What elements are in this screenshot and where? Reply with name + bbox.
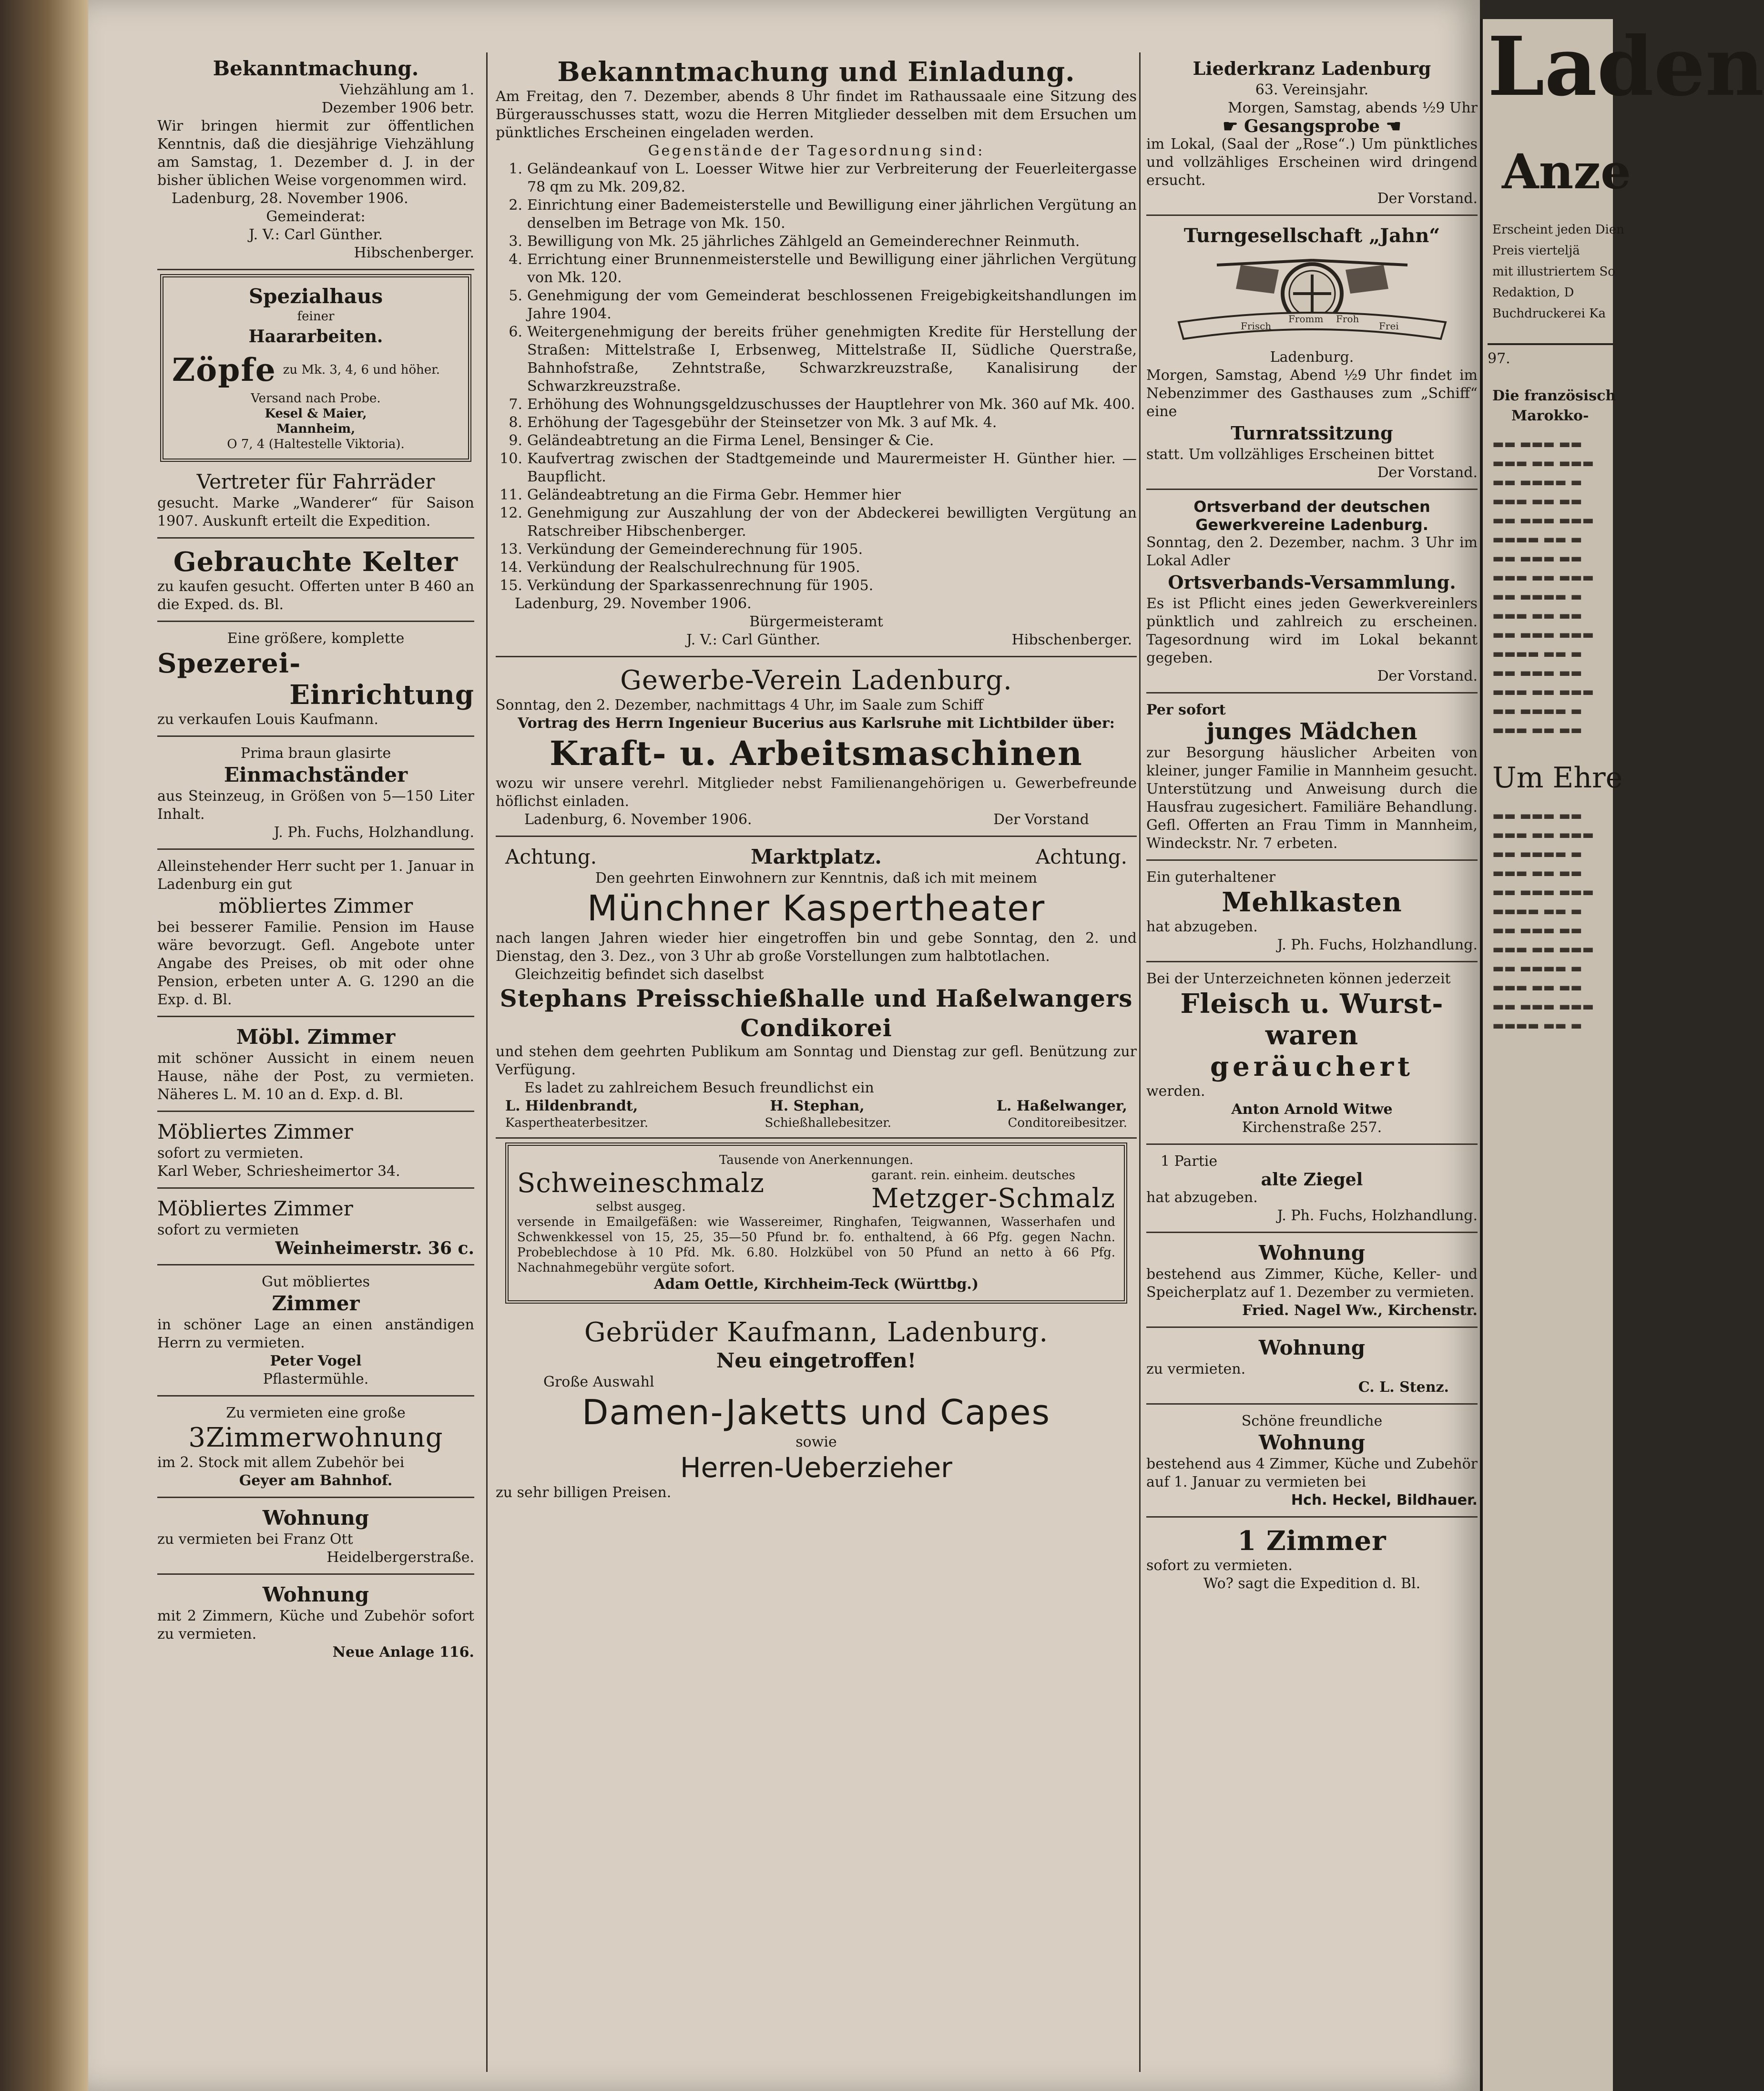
masthead-fragment: Anze [1502, 143, 1631, 200]
column-left [157, 52, 474, 2072]
price-line: zu Mk. 3, 4, 6 und höher. [283, 363, 440, 377]
ad-viehzaehlung [157, 52, 474, 270]
signature: Geyer am Bahnhof. [239, 1472, 393, 1489]
adjacent-page-edge [1480, 19, 1764, 2091]
ad-title: 1 Zimmer [1237, 1525, 1387, 1557]
org-line: Bürgermeisteramt [749, 613, 883, 630]
agenda-item [496, 323, 1137, 396]
ad-kaspertheater [496, 841, 1137, 1139]
ad-text: bei besserer Familie. Pension im Hause wäre bevorzugt. Gefl. Angebote unter Angabe des Preises, ob mit oder ohne Pension, erbeten unter A. G. 1290 an die Exp. d. Bl. [157, 919, 474, 1008]
text-line: Buchdruckerei Ka [1492, 306, 1606, 321]
agenda-item [496, 287, 1137, 323]
ad-text: im 2. Stock mit allem Zubehör bei [157, 1454, 405, 1471]
ad-title: Ortsverband der deutschen Gewerkvereine Ladenburg. [1193, 498, 1430, 534]
ad-einmachstaender [157, 741, 474, 850]
ad-headline: Zöpfe [172, 351, 276, 388]
ad-title: Möbliertes Zimmer [157, 1120, 353, 1143]
ad-text: aus Steinzeug, in Größen von 5—150 Liter Inhalt. [157, 788, 474, 823]
ad-title: Einmachständer [224, 763, 408, 786]
ad-title: möbliertes Zimmer [218, 894, 413, 918]
ad-wohnung-heckel [1146, 1408, 1478, 1518]
ad-text: und stehen dem geehrten Publikum am Sonntag und Dienstag zur gefl. Benützung zur Verfügung. [496, 1043, 1137, 1078]
ad-text: Vortrag des Herrn Ingenieur Bucerius aus Karlsruhe mit Lichtbilder über: [518, 715, 1115, 732]
agenda-item [496, 450, 1137, 486]
text-line: Bei der Unterzeichneten können jederzeit [1146, 970, 1451, 987]
firm-name: Kesel & Maier, [265, 407, 367, 421]
signature: Wo? sagt die Expedition d. Bl. [1203, 1575, 1421, 1592]
text-line: selbst ausgeg. [596, 1200, 686, 1214]
signature: Weinheimerstr. 36 c. [275, 1238, 474, 1258]
ad-title: Wohnung [1258, 1241, 1366, 1265]
ad-mehlkasten [1146, 865, 1478, 962]
ad-subtitle: Neu eingetroffen! [716, 1349, 917, 1372]
ad-title: Metzger-Schmalz [871, 1183, 1115, 1214]
agenda-text: Weitergenehmigung der bereits früher genehmigten Kredite für Herstellung der Straßen: Mittelstraße I, Erbsenweg, Mittelstraße II, Südliche Querstraße, Bahnhofstraße, Zehntstraße, Schwarzkreuzstraße, Kanalisirung der Schwarzkreuzstraße. [527, 324, 1137, 395]
probe-line [1146, 117, 1478, 135]
agenda-item [496, 577, 1137, 595]
signature: Hch. Heckel, Bildhauer. [1291, 1492, 1478, 1509]
text-line: Preis vierteljä [1492, 244, 1580, 258]
text-line: Prima braun glasirte [240, 745, 391, 762]
ad-title: Gewerbe-Verein Ladenburg. [620, 665, 1012, 696]
ad-text: zu sehr billigen Preisen. [496, 1484, 672, 1501]
agenda-item [496, 432, 1137, 450]
text-line: garant. rein. einheim. deutsches [871, 1168, 1076, 1183]
agenda-number: 6. [509, 324, 522, 340]
signature: Der Vorstand [993, 811, 1089, 828]
place: Ladenburg. [1270, 349, 1354, 366]
ad-title: Bekanntmachung. [213, 57, 419, 80]
ad-title: Achtung. [1035, 845, 1127, 868]
text-line: Per sofort [1146, 702, 1226, 718]
text-line: Eine größere, komplette [227, 630, 405, 647]
edge-body: ▬▬ ▬▬▬ ▬▬ ▬▬▬ ▬▬ ▬▬▬ ▬▬ ▬▬▬▬ ▬ ▬▬▬ ▬▬ ▬▬ ▬▬ ▬▬▬ ▬▬▬ ▬▬▬▬ ▬▬ ▬ ▬▬ ▬▬▬ ▬▬ ▬▬▬ ▬▬ ▬▬▬ ▬▬ ▬▬▬▬ ▬ ▬▬▬ ▬▬ ▬▬ ▬▬ ▬▬▬ ▬▬▬ ▬▬▬▬ ▬▬ ▬ [1492, 809, 1594, 1033]
ad-spezialhaus [160, 274, 471, 462]
ad-title: junges Mädchen [1206, 718, 1417, 745]
ad-title: Schweineschmalz [517, 1168, 765, 1199]
agenda-item [496, 414, 1137, 432]
signature-role: Conditoreibesitzer. [1008, 1116, 1127, 1130]
text-line: feiner [297, 309, 335, 324]
ad-spezerei [157, 626, 474, 737]
ad-subtitle: Haararbeiten. [248, 326, 383, 347]
ad-title: Möbliertes Zimmer [157, 1197, 353, 1220]
ad-title: Achtung. [505, 845, 597, 868]
text-line: Redaktion, D [1492, 286, 1574, 300]
ad-text: Morgen, Samstag, abends ½9 Uhr [1228, 100, 1478, 116]
ad-kelter [157, 542, 474, 622]
org-line: Gemeinderat: [266, 208, 366, 225]
agenda-item [496, 233, 1137, 251]
ad-text: zur Besorgung häuslicher Arbeiten von kleiner, junger Familie in Mannheim gesucht. Unterstützung und Anweisung durch die Hausfrau zugesichert. Familiäre Behandlung. Gefl. Offerten an Frau Timm in Mannheim, Windeckstr. Nr. 7 erbeten. [1146, 745, 1478, 852]
ad-title: Gebrauchte Kelter [173, 546, 459, 578]
ad-text: zu verkaufen Louis Kaufmann. [157, 711, 378, 728]
ad-dreizimmerwohnung [157, 1400, 474, 1498]
agenda-number: 14. [500, 559, 522, 576]
ad-moebliertes-zimmer-gesucht [157, 854, 474, 1017]
signature: Hibschenberger. [354, 245, 474, 261]
ad-title: Spezerei- [157, 648, 301, 679]
signature: J. Ph. Fuchs, Holzhandlung. [274, 824, 474, 841]
edge-body: ▬▬ ▬▬▬ ▬▬ ▬▬▬ ▬▬ ▬▬▬ ▬▬ ▬▬▬▬ ▬ ▬▬▬ ▬▬ ▬▬ ▬▬ ▬▬▬ ▬▬▬ ▬▬▬▬ ▬▬ ▬ ▬▬ ▬▬▬ ▬▬ ▬▬▬ ▬▬ ▬▬▬ ▬▬ ▬▬▬▬ ▬ ▬▬▬ ▬▬ ▬▬ ▬▬ ▬▬▬ ▬▬▬ ▬▬▬▬ ▬▬ ▬ ▬▬ ▬▬▬ ▬▬ ▬▬▬ ▬▬ ▬▬▬ ▬▬ ▬▬▬▬ ▬ ▬▬▬ ▬▬ ▬▬ [1492, 437, 1594, 737]
ad-title: Marktplatz. [751, 845, 882, 868]
ad-text: versende in Emailgefäßen: wie Wassereimer, Ringhafen, Teigwannen, Wasserhafen und Schwenkkessel von 15, 25, 35—50 Pfund br. fo. enthaltend, à 66 Pfg. gegen Nachn. Probeblechdose à 10 Pfd. Mk. 6.80. Holzkübel von 50 Pfund an netto à 66 Pfg. Nachnahmegebühr vergüte sofort. [517, 1215, 1115, 1275]
pointing-hand-icon: ☚ [1386, 116, 1401, 136]
signature: J. Ph. Fuchs, Holzhandlung. [1277, 1207, 1478, 1224]
ad-text: Am Freitag, den 7. Dezember, abends 8 Uhr findet im Rathaussaale eine Sitzung des Bürgerausschusses statt, wozu die Herren Mitglieder desselben mit dem Ersuchen um pünktliches Erscheinen eingeladen werden. [496, 88, 1137, 141]
ad-text: sofort zu vermieten. [1146, 1557, 1293, 1574]
signature: J. V.: Carl Günther. [686, 632, 821, 648]
agenda-number: 1. [509, 161, 522, 177]
agenda-text: Kaufvertrag zwischen der Stadtgemeinde und Maurermeister H. Günther hier. — Baupflicht. [527, 450, 1137, 485]
ad-title: alte Ziegel [1261, 1170, 1363, 1190]
agenda-number: 9. [509, 432, 522, 449]
signature: Adam Oettle, Kirchheim-Teck (Württbg.) [653, 1276, 979, 1293]
headline-fragment: Die französisch [1492, 388, 1616, 404]
ad-gebrueder-kaufmann [496, 1313, 1137, 1509]
column-right [1146, 52, 1478, 2072]
ad-text: Sonntag, den 2. Dezember, nachmittags 4 Uhr, im Saale zum Schiff [496, 697, 983, 714]
ad-text: bestehend aus 4 Zimmer, Küche und Zubehör auf 1. Januar zu vermieten bei [1146, 1456, 1478, 1490]
turner-emblem [1146, 248, 1478, 348]
agenda-number: 4. [509, 251, 522, 268]
ad-text: sofort zu vermieten [157, 1222, 299, 1238]
signature: Hibschenberger. [1011, 632, 1132, 648]
signature-role: Schießhallebesitzer. [765, 1116, 892, 1130]
masthead-fragment: Laden [1488, 19, 1764, 114]
signature: Neue Anlage 116. [332, 1644, 474, 1661]
ad-wohnung-stenz [1146, 1332, 1478, 1405]
emblem-word: Frisch [1240, 320, 1271, 332]
edge-lines [1492, 219, 1624, 324]
ad-wohnung-neue-anlage [157, 1579, 474, 1668]
agenda-item [496, 486, 1137, 504]
text-line: Viehzählung am 1. [339, 82, 474, 98]
ad-title: Turngesellschaft „Jahn“ [1183, 224, 1440, 247]
ad-text: im Lokal, (Saal der „Rose“.) Um pünktliches und vollzähliges Erscheinen wird dringend ersucht. [1146, 136, 1478, 189]
ad-title: waren [1265, 1020, 1359, 1051]
signature: Karl Weber, Schriesheimertor 34. [157, 1163, 400, 1180]
signature: Pflastermühle. [263, 1371, 369, 1387]
ad-text: Gleichzeitig befindet sich daselbst [515, 966, 764, 983]
text-line: Tausende von Anerkennungen. [719, 1153, 914, 1167]
signature: L. Haßelwanger, [996, 1098, 1127, 1114]
ad-title: Einrichtung [289, 679, 474, 711]
ad-title: Wohnung [262, 1506, 369, 1530]
pointing-hand-icon: ☛ [1223, 116, 1238, 136]
ad-title: Möbl. Zimmer [236, 1025, 396, 1049]
agenda-text: Bewilligung von Mk. 25 jährliches Zählgeld an Gemeinderechner Reinmuth. [527, 233, 1080, 250]
agenda-number: 7. [509, 396, 522, 413]
signature: Der Vorstand. [1377, 464, 1478, 481]
ad-headline: Ortsverbands-Versammlung. [1168, 571, 1456, 593]
agenda-number: 11. [500, 487, 522, 503]
ad-text: gesucht. Marke „Wanderer“ für Saison 1907. Auskunft erteilt die Expedition. [157, 495, 474, 530]
ad-title: Zimmer [272, 1292, 360, 1315]
text-line: Große Auswahl [543, 1374, 654, 1390]
ad-schweineschmalz [505, 1142, 1127, 1304]
ad-text: nach langen Jahren wieder hier eingetroffen bin und gebe Sonntag, den 2. und Dienstag, den 3. Dez., von 3 Uhr ab große Vorstellungen zum halbtotlachen. [496, 930, 1137, 965]
ad-headline: Damen-Jaketts und Capes [581, 1392, 1051, 1432]
ad-text: zu vermieten. [1146, 1361, 1246, 1377]
ad-text: bestehend aus Zimmer, Küche, Keller- und Speicherplatz auf 1. Dezember zu vermieten. [1146, 1266, 1478, 1301]
agenda-text: Verkündung der Sparkassenrechnung für 1905. [527, 577, 874, 594]
signature: Der Vorstand. [1377, 668, 1478, 684]
text-line: 1 Partie [1161, 1153, 1218, 1170]
ad-title: 3Zimmerwohnung [188, 1422, 443, 1453]
agenda-text: Einrichtung einer Bademeisterstelle und Bewilligung einer jährlichen Vergütung an denselben im Betrage von Mk. 150. [527, 197, 1137, 232]
ad-text: Wir bringen hiermit zur öffentlichen Kenntnis, daß die diesjährige Viehzählung am Samstag, 1. Dezember d. J. in der bisher üblichen Weise vorgenommen wird. [157, 118, 474, 189]
text-line: Ein guterhaltener [1146, 869, 1276, 886]
ad-headline: Stephans Preisschießhalle und Haßelwangers Condikorei [500, 984, 1133, 1042]
signature-role: Kaspertheaterbesitzer. [505, 1116, 649, 1130]
agenda-text: Geländeankauf von L. Loesser Witwe hier zur Verbreiterung der Feuerleitergasse 78 qm zu Mk. 209,82. [527, 161, 1137, 195]
ad-title: Mehlkasten [1222, 887, 1402, 918]
ad-text: sofort zu vermieten. [157, 1145, 304, 1162]
ad-ein-zimmer [1146, 1521, 1478, 1600]
ad-title: Wohnung [1258, 1431, 1366, 1454]
place-date: Ladenburg, 28. November 1906. [172, 190, 408, 207]
agenda-item [496, 196, 1137, 233]
ad-turngesellschaft [1146, 220, 1478, 490]
city-name: Mannheim, [276, 422, 356, 436]
text-line: Alleinstehender Herr sucht per 1. Januar in Ladenburg ein gut [157, 858, 474, 893]
agenda-text: Verkündung der Realschulrechnung für 1905. [527, 559, 860, 576]
ad-ortsverband [1146, 494, 1478, 694]
headline-fragment: Marokko- [1511, 408, 1589, 424]
agenda-number: 15. [500, 577, 522, 594]
ad-headline: Turnratssitzung [1231, 422, 1393, 444]
ad-moebliertes-zimmer-weinheimer [157, 1193, 474, 1265]
emblem-word: Froh [1336, 313, 1359, 325]
place-date: Ladenburg, 6. November 1906. [524, 811, 752, 828]
ad-fleisch-wurstwaren [1146, 966, 1478, 1145]
agenda-item [496, 251, 1137, 287]
agenda-text: Genehmigung zur Auszahlung der von der Abdeckerei bewilligten Vergütung an Ratschreiber Hibschenberger. [527, 505, 1137, 540]
text-line: 63. Vereinsjahr. [1255, 82, 1369, 98]
signature: Anton Arnold Witwe [1231, 1101, 1393, 1118]
signature: Der Vorstand. [1377, 190, 1478, 207]
agenda-number: 12. [500, 505, 522, 521]
ad-title: geräuchert [1210, 1051, 1414, 1082]
headline-fragment: Um Ehre [1492, 761, 1623, 795]
agenda-heading: Gegenstände der Tagesordnung sind: [648, 143, 985, 159]
address: O 7, 4 (Haltestelle Viktoria). [227, 437, 405, 451]
signature: Peter Vogel [270, 1353, 362, 1369]
ad-title: Vertreter für Fahrräder [196, 470, 435, 493]
ad-text: Sonntag, den 2. Dezember, nachm. 3 Uhr im Lokal Adler [1146, 534, 1478, 569]
text-line: Dezember 1906 betr. [321, 100, 474, 116]
ad-text: zu vermieten bei Franz Ott [157, 1531, 353, 1548]
signature: J. Ph. Fuchs, Holzhandlung. [1277, 937, 1478, 953]
agenda-number: 10. [500, 450, 522, 467]
agenda-text: Geländeabtretung an die Firma Gebr. Hemmer hier [527, 487, 901, 503]
agenda-text: Verkündung der Gemeinderechnung für 1905. [527, 541, 863, 558]
ad-title: Bekanntmachung und Einladung. [557, 56, 1075, 88]
ad-liederkranz [1146, 52, 1478, 216]
agenda-text: Erhöhung der Tagesgebühr der Steinsetzer von Mk. 3 auf Mk. 4. [527, 414, 997, 431]
agenda-number: 3. [509, 233, 522, 250]
ad-moebl-zimmer [157, 1021, 474, 1112]
agenda-list [496, 160, 1137, 595]
ad-title: Gebrüder Kaufmann, Ladenburg. [584, 1317, 1049, 1348]
agenda-text: Geländeabtretung an die Firma Lenel, Bensinger & Cie. [527, 432, 934, 449]
signature: Fried. Nagel Ww., Kirchenstr. [1242, 1302, 1478, 1319]
text-line: mit illustriertem So [1492, 265, 1615, 279]
agenda-item [496, 559, 1137, 577]
ad-alte-ziegel [1146, 1149, 1478, 1233]
ad-headline: Münchner Kaspertheater [587, 888, 1046, 929]
ad-text: werden. [1146, 1083, 1205, 1100]
agenda-item [496, 160, 1137, 196]
ad-text: Es ladet zu zahlreichem Besuch freundlichst ein [524, 1080, 874, 1096]
column-rule [1139, 52, 1141, 2072]
ad-title: Wohnung [262, 1583, 369, 1606]
agenda-number: 2. [509, 197, 522, 214]
ad-text: hat abzugeben. [1146, 918, 1258, 935]
ad-text: zu kaufen gesucht. Offerten unter B 460 an die Exped. ds. Bl. [157, 578, 474, 613]
signature: Heidelbergerstraße. [326, 1549, 474, 1566]
text-line: Zu vermieten eine große [226, 1405, 406, 1421]
ad-headline: Gesangsprobe [1244, 116, 1380, 136]
agenda-text: Erhöhung des Wohnungsgeldzuschusses der Hauptlehrer von Mk. 360 auf Mk. 400. [527, 396, 1135, 413]
ad-wohnung-ott [157, 1502, 474, 1575]
text-line: Gut möbliertes [261, 1274, 370, 1290]
ad-junges-maedchen [1146, 697, 1478, 861]
ad-text: mit schöner Aussicht in einem neuen Hause, nähe der Post, zu vermieten. Näheres L. M. 10 an d. Exp. d. Bl. [157, 1050, 474, 1103]
ad-title: Wohnung [1258, 1336, 1366, 1359]
emblem-word: Fromm [1288, 313, 1323, 325]
agenda-item [496, 504, 1137, 541]
emblem-word: Frei [1378, 320, 1399, 332]
address: Kirchenstraße 257. [1242, 1119, 1382, 1136]
book-binding [0, 0, 88, 2091]
ad-text: hat abzugeben. [1146, 1189, 1258, 1206]
text-line: Erscheint jeden Dien [1492, 223, 1624, 237]
signature: C. L. Stenz. [1358, 1379, 1449, 1396]
ad-text: statt. Um vollzähliges Erscheinen bittet [1146, 446, 1434, 463]
ad-title: Fleisch u. Wurst- [1180, 988, 1444, 1020]
agenda-text: Genehmigung der vom Gemeinderat beschlossenen Freigebigkeitshandlungen im Jahre 1904. [527, 287, 1137, 322]
issue-number: 97. [1488, 343, 1613, 368]
agenda-number: 13. [500, 541, 522, 558]
ad-text: Es ist Pflicht eines jeden Gewerkvereinlers pünktlich und zahlreich zu erscheinen. Tagesordnung wird im Lokal bekannt gegeben. [1146, 595, 1478, 666]
ad-gewerbe-verein [496, 661, 1137, 837]
ad-headline: Kraft- u. Arbeitsmaschinen [550, 734, 1083, 773]
agenda-number: 8. [509, 414, 522, 431]
ad-fahrraeder [157, 466, 474, 539]
emblem-graphic [1160, 251, 1465, 346]
signature: L. Hildenbrandt, [505, 1098, 638, 1114]
column-middle [496, 52, 1137, 2072]
ad-text: Morgen, Samstag, Abend ½9 Uhr findet im Nebenzimmer des Gasthauses zum „Schiff“ eine [1146, 367, 1478, 420]
ad-title: Spezialhaus [248, 285, 383, 308]
ad-text: Den geehrten Einwohnern zur Kenntnis, daß ich mit meinem [595, 870, 1038, 887]
signature: J. V.: Carl Günther. [248, 226, 383, 243]
column-rule [486, 52, 488, 2072]
ad-text: mit 2 Zimmern, Küche und Zubehör sofort zu vermieten. [157, 1608, 474, 1642]
text-line: sowie [795, 1434, 837, 1450]
place-date: Ladenburg, 29. November 1906. [515, 595, 752, 612]
agenda-item [496, 541, 1137, 559]
ad-title: Liederkranz Ladenburg [1193, 58, 1431, 79]
agenda-item [496, 396, 1137, 414]
ad-buergerausschuss [496, 52, 1137, 657]
ad-text: wozu wir unsere verehrl. Mitglieder nebst Familienangehörigen u. Gewerbefreunde höflichst einladen. [496, 775, 1137, 810]
ad-wohnung-nagel [1146, 1237, 1478, 1328]
agenda-number: 5. [509, 287, 522, 304]
ad-gut-moebliertes-zimmer [157, 1269, 474, 1397]
ad-headline: Herren-Ueberzieher [680, 1451, 953, 1484]
ad-text: in schöner Lage an einen anständigen Herrn zu vermieten. [157, 1316, 474, 1351]
text-line: Versand nach Probe. [251, 391, 381, 406]
agenda-text: Errichtung einer Brunnenmeisterstelle und Bewilligung einer jährlichen Vergütung von Mk. 120. [527, 251, 1137, 286]
text-line: Schöne freundliche [1241, 1413, 1383, 1429]
signature: H. Stephan, [770, 1098, 865, 1114]
ad-moebliertes-zimmer-weber [157, 1116, 474, 1189]
